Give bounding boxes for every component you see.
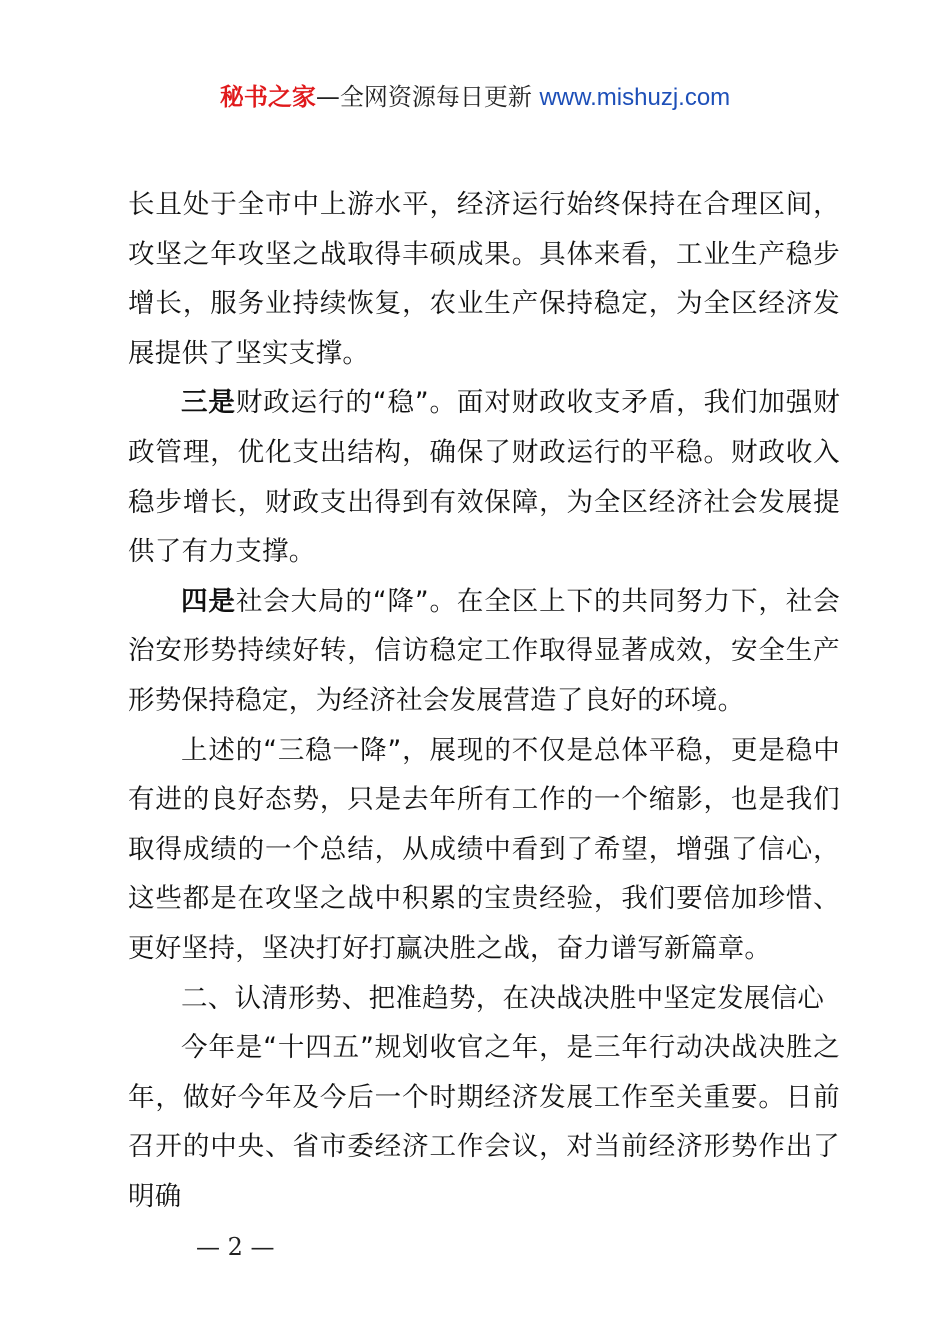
paragraph-social [128,577,840,726]
page-number: — 2 — [196,1233,275,1261]
site-url-link[interactable]: www.mishuzj.com [539,84,731,111]
header-tagline: —全网资源每日更新 [315,83,532,111]
paragraph-continuation: 长且处于全市中上游水平，经济运行始终保持在合理区间，攻坚之年攻坚之战取得丰硕成果。具体来看，工业生产稳步增长，服务业持续恢复，农业生产保持稳定，为全区经济发展提供了坚实支撑。 [128,189,840,369]
section-heading-two: 二、认清形势、把准趋势，在决战决胜中坚定发展信心 [181,982,825,1014]
document-body [128,180,840,1221]
site-header [0,80,950,115]
paragraph-social-text: 社会大局的“降”。在全区上下的共同努力下，社会治安形势持续好转，信访稳定工作取得显著成效，安全生产形势保持稳定，为经济社会发展营造了良好的环境。 [128,585,840,716]
paragraph-lead-three: 三是 [181,387,236,419]
paragraph-lead-four: 四是 [181,585,236,617]
paragraph-this-year: 今年是“十四五”规划收官之年，是三年行动决战决胜之年，做好今年及今后一个时期经济发展工作至关重要。日前召开的中央、省市委经济工作会议，对当前经济形势作出了明确 [128,1032,840,1212]
brand-name: 秘书之家 [219,83,316,111]
paragraph-fiscal [128,378,840,576]
paragraph-fiscal-text: 财政运行的“稳”。面对财政收支矛盾，我们加强财政管理，优化支出结构，确保了财政运行的平稳。财政收入稳步增长，财政支出得到有效保障，为全区经济社会发展提供了有力支撑。 [128,387,840,568]
paragraph-summary: 上述的“三稳一降”，展现的不仅是总体平稳，更是稳中有进的良好态势，只是去年所有工作的一个缩影，也是我们取得成绩的一个总结，从成绩中看到了希望，增强了信心，这些都是在攻坚之战中积累的宝贵经验，我们要倍加珍惜、更好坚持，坚决打好打赢决胜之战，奋力谱写新篇章。 [128,734,840,964]
